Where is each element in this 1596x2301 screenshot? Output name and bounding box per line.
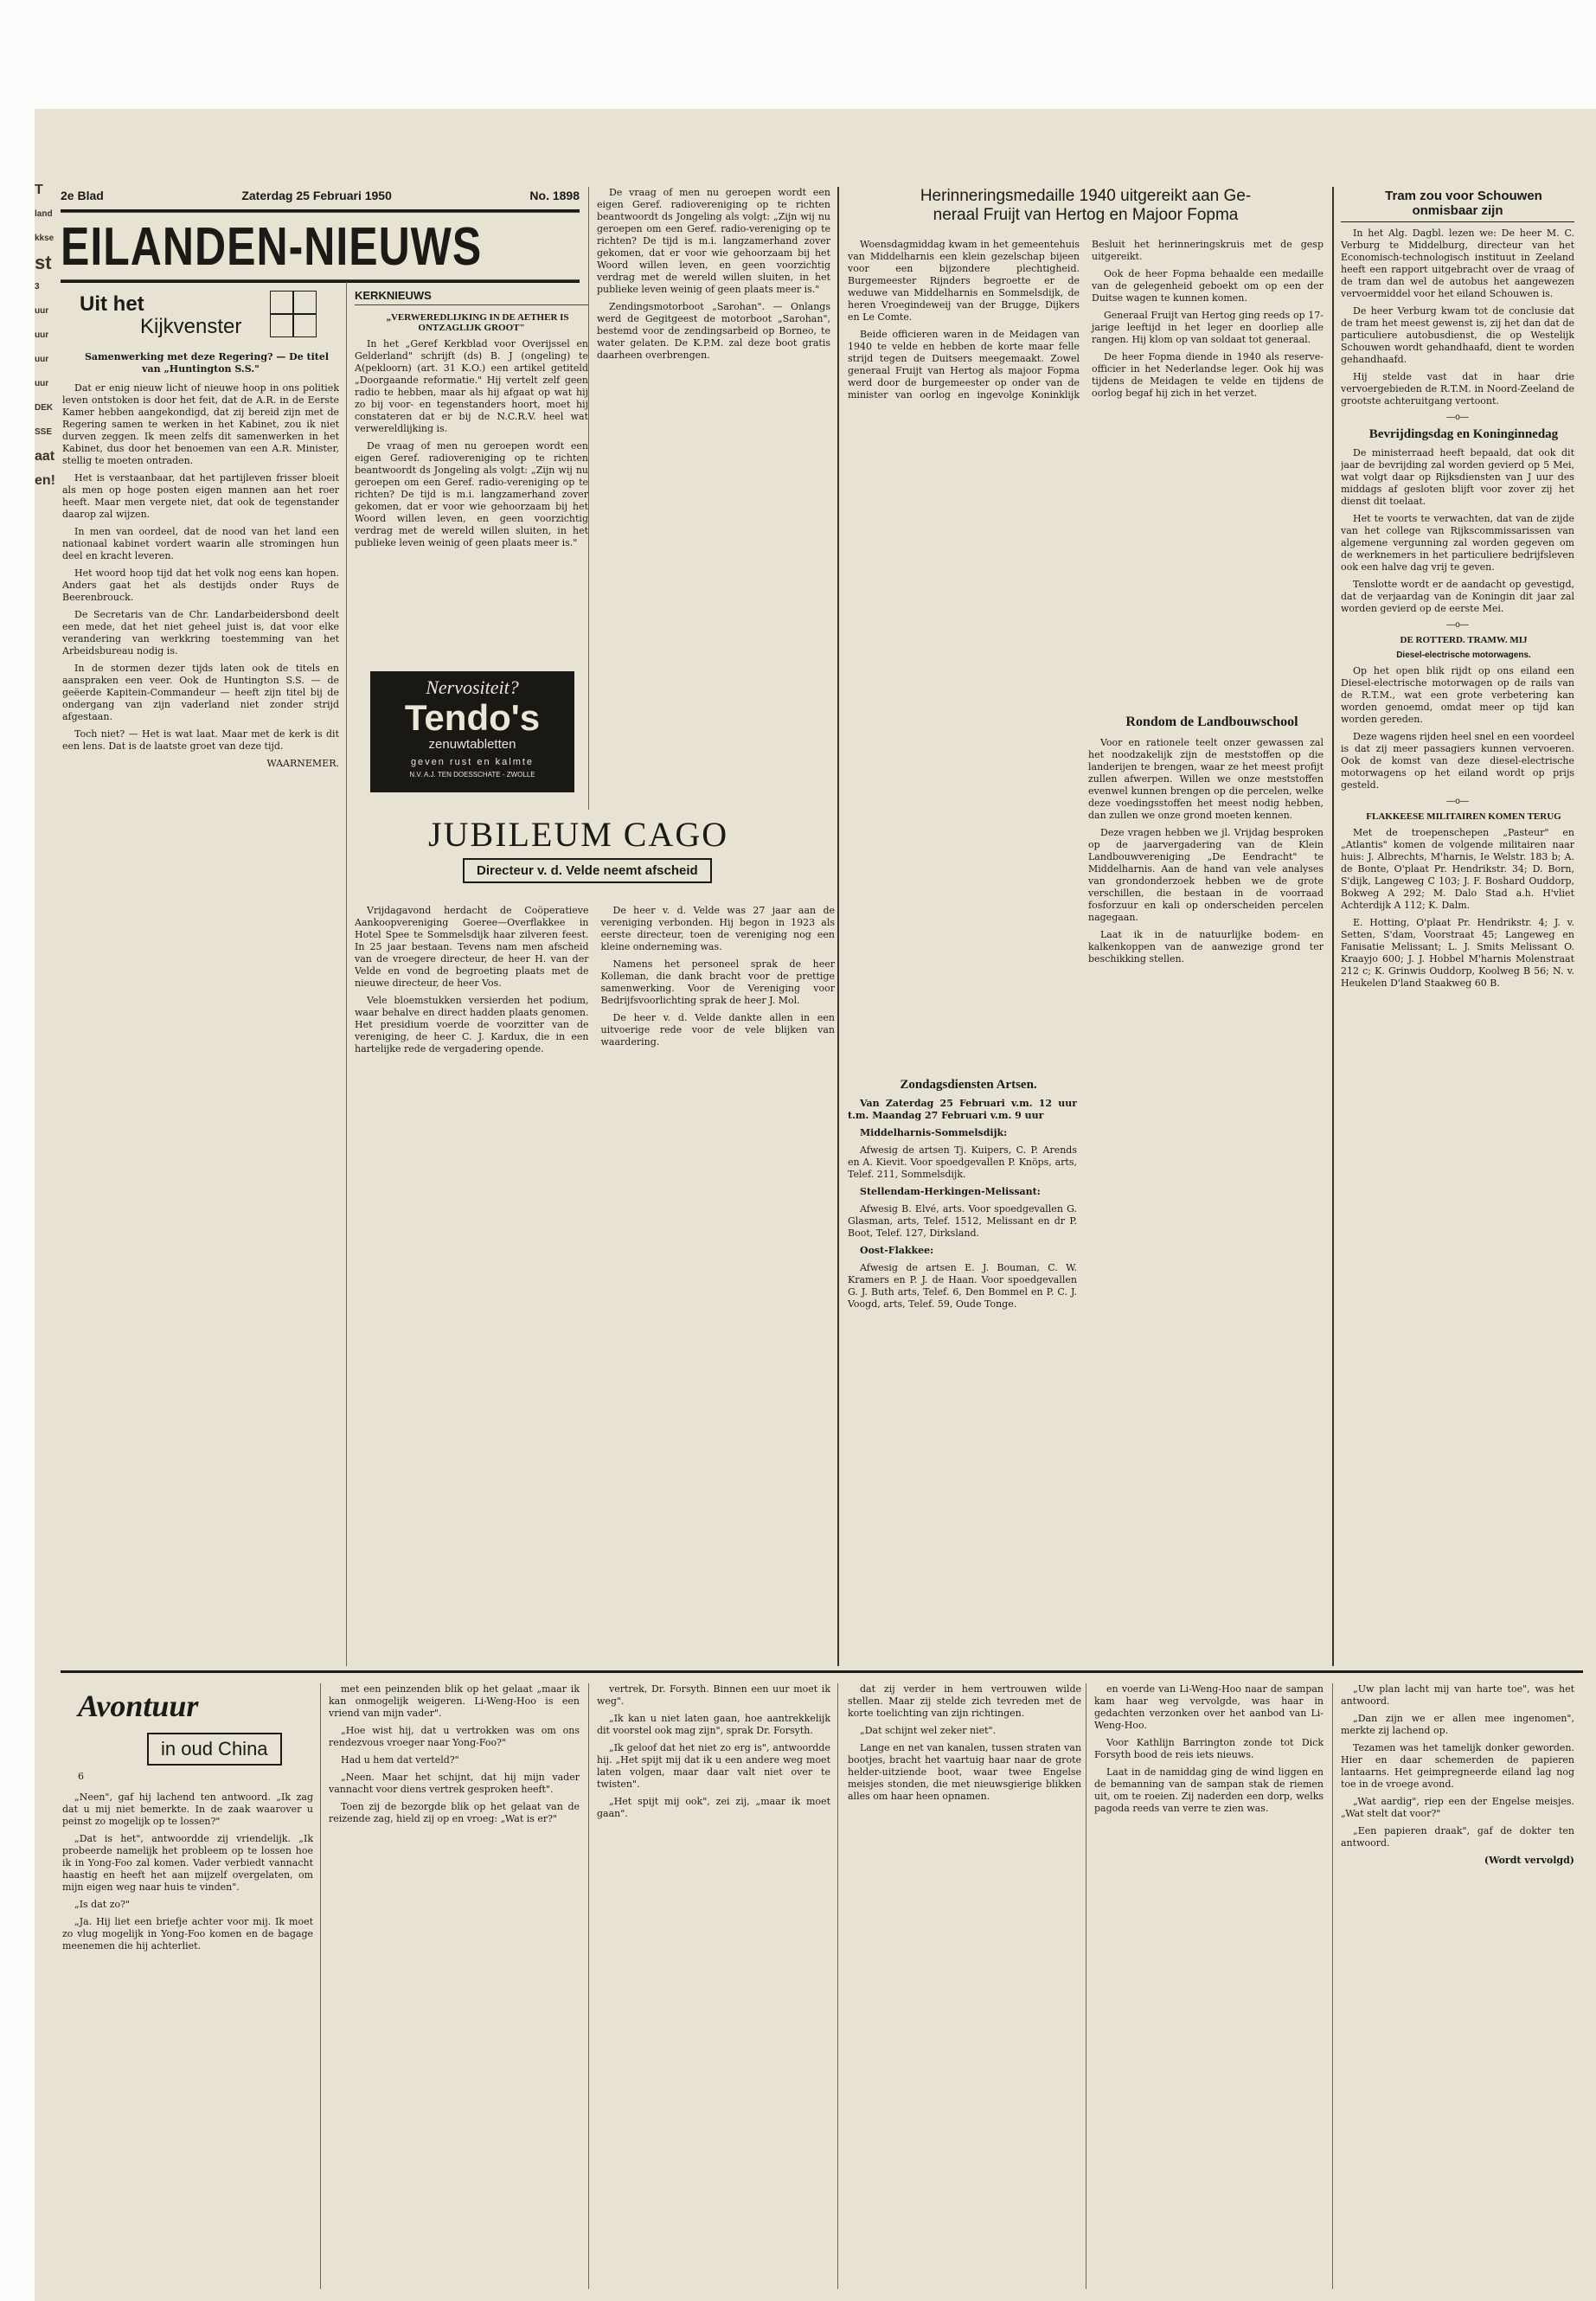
right-column [1341,189,1574,1663]
flakkeese-title: FLAKKEESE MILITAIREN KOMEN TERUG [1366,811,1561,822]
paragraph: Hij stelde vast dat in haar drie vervoergebieden de R.T.M. in Noord-Zeeland de grootste achteruitgang vertoont. [1341,371,1574,407]
paragraph: „Is dat zo?" [74,1899,131,1910]
paragraph: De vraag of men nu geroepen wordt een eigen Geref. radiovereniging op te richten beantwoordt ds Jongeling als volgt: „Zijn wij nu geroepen om een Geref. radio-vereniging op te richten? De tijd is m.i. langzamerhand zover gekomen, dat er voor wie gehoorzaam bij het Woord willen leven, en geen voorzichtig verdrag met de wereld willen sluiten, in het publieke leven weinig of geen plaats meer is." [355,440,588,548]
rotterd-subtitle: Diesel-electrische motorwagens. [1396,651,1531,660]
margin-fragment: aat [35,449,55,464]
rondom-title: Rondom de Landbouwschool [1125,715,1298,729]
paragraph: Vele bloemstukken versierden het podium, waar behalve en direct hadden plaats genomen. Het presidium voerde de voorzitter van de vereniging, de heer C. J. Kardux, die in een hartelijke rede de vergadering opende. [355,995,589,1054]
paragraph: Het is verstaanbaar, dat het partijleven frisser bloeit als men op hoge posten eigen mannen aan het roer heeft. Maar men vergete niet, dat ook de tegenstander daarop zal wijzen. [62,472,339,520]
region-label: Stellendam-Herkingen-Melissant: [860,1186,1041,1197]
paragraph: „Ja. Hij liet een briefje achter voor mij. Ik moet zo vlug mogelijk in Yong-Foo komen en de bagage meenemen die hij achterliet. [62,1916,313,1952]
serial-footer: (Wordt vervolgd) [1484,1855,1574,1866]
paragraph: In het Alg. Dagbl. lezen we: De heer M. C. Verburg te Middelburg, directeur van het Economisch-technologisch instituut in Zeeland heeft een rapport uitgebracht over de vraag of de tram dan wel de autobus het aangewezen vervoermiddel voor het eiland Schouwen is. [1341,228,1574,299]
margin-fragment: DEK [35,403,54,413]
paragraph: De heer Verburg kwam tot de conclusie dat de tram het meest gewenst is, zij het dan dat de particuliere autobusdienst, die op Westelijk Schouwen wordt gehandhaafd, dient te worden gehandhaafd. [1341,305,1574,365]
kijkvenster-body [62,382,339,770]
kijkvenster-column [62,289,339,1660]
issue-number: No. 1898 [529,189,580,202]
ad-company: N.V. A.J. TEN DOESSCHATE - ZWOLLE [409,771,535,779]
column-separator [346,282,347,1666]
avontuur-col-1 [62,1791,313,2285]
margin-fragment: 3 uur [35,282,49,316]
paragraph: „Wat aardig", riep een der Engelse meisjes. „Wat stelt dat voor?" [1341,1796,1574,1819]
kerknieuws-continued-column [597,187,830,810]
jubileum-body [355,905,835,1662]
paragraph: „Neen. Maar het schijnt, dat hij mijn vader vannacht voor diens vertrek gesproken heeft". [329,1772,580,1795]
region-text: Afwesig de artsen E. J. Bouman, C. W. Kramers en P. J. de Haan. Voor spoedgevallen G. J. Buth arts, Telef. 6, Den Bommel en P. C. J. Voogd, arts, Telef. 59, Oude Tonge. [848,1262,1077,1310]
margin-fragment: kkse [35,234,54,243]
paragraph: De heer Fopma diende in 1940 als reserve-officier in het Nederlandse leger. Ook hij was tijdens de Meidagen te velde en tijdens de oorlog begaf hij zich in het verzet. [1092,351,1324,399]
avontuur-col-4 [848,1683,1081,2289]
avontuur-subtitle: in oud China [147,1733,282,1766]
zondagsdiensten-period: Van Zaterdag 25 Februari v.m. 12 uur t.m. Maandag 27 Februari v.m. 9 uur [848,1098,1077,1121]
paragraph: Deze vragen hebben we jl. Vrijdag besproken op de jaarvergadering van de Klein Landbouwvereniging „De Eendracht" te Middelharnis. Aan de hand van vele analyses van grondonderzoek hebben we de grote verschillen, die bestaan in de voorraad fosforzuur en kali op onderscheiden percelen nagegaan. [1088,827,1324,923]
paragraph: Beide officieren waren in de Meidagen van 1940 te velde en hebben de korte maar felle strijd tegen de Duitsers meegemaakt. Zowel generaal Fruijt van Hertog als majoor Fopma werd door de burgemeester op onder van de minister van oorlog en ingevolge Koninklijk Besluit het herinneringskruis met de gesp uitgereikt. [848,239,1324,401]
paragraph: Vrijdagavond herdacht de Coöperatieve Aankoopvereniging Goeree—Overflakkee in Hotel Spee te Sommelsdijk haar zilveren feest. In 25 jaar bestaan. Tevens nam men afscheid van de vroegere directeur, de heer H. van der Velde en vond de begroeting plaats met de nieuwe directeur, de heer Vos. [355,905,589,989]
newspaper-scan [35,109,1596,2301]
paragraph: vertrek, Dr. Forsyth. Binnen een uur moet ik weg". [597,1683,830,1707]
paragraph: met een peinzenden blik op het gelaat „maar ik kan onmogelijk weigeren. Li-Weng-Hoo is een vriend van mijn vader". [329,1683,580,1719]
herinnering-title-line2: neraal Fruijt van Hertog en Majoor Fopma [933,206,1239,224]
paragraph: De vraag of men nu geroepen wordt een eigen Geref. radiovereniging op te richten beantwoordt ds Jongeling als volgt: „Zijn wij nu geroepen om een Geref. radio-vereniging op te richten? De tijd is m.i. langzamerhand zover gekomen, dat er voor wie gehoorzaam bij het Woord willen leven, en geen voorzichtig verdrag met de wereld willen sluiten, in het publieke leven weinig of geen plaats meer is." [597,187,830,295]
region-label: Oost-Flakkee: [860,1245,934,1256]
kerknieuws-body [355,338,588,549]
paragraph: „Het spijt mij ook", zei zij, „maar ik moet gaan". [597,1796,830,1819]
paragraph: „Hoe wist hij, dat u vertrokken was om ons rendezvous vroeger naar Yong-Foo?" [329,1725,580,1748]
paragraph: Tezamen was het tamelijk donker geworden. Hier en daar schemerden de papieren lantaarns. Het geimpregneerde eiland lag nog toe in de vroege avond. [1341,1742,1574,1790]
margin-fragment: land [35,209,53,219]
paragraph: Had u hem dat verteld?" [341,1754,459,1766]
ad-question: Nervositeit? [426,676,519,698]
newspaper-title: EILANDEN-NIEUWS [61,209,580,283]
zondagsdiensten [848,1078,1077,1355]
issue-date: Zaterdag 25 Februari 1950 [241,189,392,202]
margin-fragment: uur [35,355,49,364]
margin-fragment: en! [35,473,55,488]
tram-title: Tram zou voor Schouwen onmisbaar zijn [1341,189,1574,222]
paragraph: „Neen", gaf hij lachend ten antwoord. „Ik zag dat u mij niet bemerkte. In de zaak waarover u peinst zo mogelijk op te lossen?" [62,1791,313,1827]
avontuur-col-5 [1094,1683,1324,2289]
paragraph: Generaal Fruijt van Hertog ging reeds op 17-jarige leeftijd in het leger en doorliep alle rangen. Hij klom op van soldaat tot generaal. [1092,310,1324,345]
herinnering-title-line1: Herinneringsmedaille 1940 uitgereikt aan Ge- [920,187,1252,205]
divider: —o— [1446,413,1469,422]
avontuur-col-2 [329,1683,580,2289]
chapter-number: 6 [78,1771,84,1782]
paragraph: „Dat is het", antwoordde zij vriendelijk. „Ik probeerde namelijk het probleem op te lossen hoe ik in Yong-Foo zal komen. Vader verbiedt vannacht haastig en heeft het aan mijzelf overgelaten, om mijn eigen weg naar huis te vinden". [62,1833,313,1893]
ad-brand: Tendo's [404,697,541,738]
paragraph: In het „Geref Kerkblad voor Overijssel en Gelderland" schrijft (ds) B. J (ongeling) te A(pekloorn) (art. 31 K.O.) een artikel getiteld „Doorgaande reformatie." Hij vertelt zelf geen radio te hebben, maar als hij afgaat op wat hij zo bij voor- en tegenstanders hoort, moet hij constateren dat er bij de N.C.R.V. heel wat verwereldlijking is. [355,338,588,434]
paragraph: en voerde van Li-Weng-Hoo naar de sampan kam haar weg vervolgde, was haar in gedachten verzonken over het aanbod van Li-Weng-Hoo. [1094,1683,1324,1731]
margin-fragment: uur [35,379,49,388]
zondagsdiensten-title: Zondagsdiensten Artsen. [900,1078,1037,1092]
kijkvenster-title-b: Kijkvenster [140,315,242,338]
jubileum-title: JUBILEUM CAGO [428,815,729,854]
avontuur-col-3 [597,1683,830,2289]
divider: —o— [1446,797,1469,806]
column-separator [588,187,589,810]
rotterd-title: DE ROTTERD. TRAMW. MIJ [1400,635,1528,645]
ad-slogan: geven rust en kalmte [410,757,535,767]
column-separator [837,187,839,1666]
paragraph: Voor en rationele teelt onzer gewassen zal het noodzakelijk zijn de meststoffen op die landerijen te brengen, waar ze het meest profijt zullen afwerpen. Willen we onze meststoffen evenwel kunnen brengen op die percelen, welke deze voedingsstoffen het meest nodig hebben, dan zullen we onze grond moeten kennen. [1088,737,1324,821]
section-label: 2e Blad [61,189,104,202]
paragraph: Laat ik in de natuurlijke bodem- en kalkenkoppen van de aanwezige grond ter beschikking stellen. [1088,929,1324,965]
paragraph: Met de troepenschepen „Pasteur" en „Atlantis" komen de volgende militairen naar huis: J. Albrechts, M'harnis, Ie Welstr. 183 b; A. de Bonte, O'plaat Pr. Hendrikstr. 34; D. Born, S'dijk, Langeweg C 103; J. F. Boshard Ouddorp, Bokweg A 292; M. Dalo Stad a.h. H'vliet Achterdijk A 112; K. Dalm. [1341,827,1574,911]
paragraph: De heer v. d. Velde was 27 jaar aan de vereniging verbonden. Hij begon in 1923 als eerste directeur, toen de vereniging nog een kleine onderneming was. [600,905,835,952]
divider: —o— [1446,620,1469,630]
divider [355,304,588,305]
region-label: Middelharnis-Sommelsdijk: [860,1127,1008,1138]
kijkvenster-subhead: Samenwerking met deze Regering? — De titel van „Huntington S.S." [84,351,330,375]
paragraph: Namens het personeel sprak de heer Kolleman, die dank bracht voor de prettige samenwerking. Voor de Vereniging voor Bedrijfsvoorlichting sprak de heer J. Mol. [600,958,835,1006]
paragraph: Lange en net van kanalen, tussen straten van bootjes, bracht het vaartuig haar naar de grote helder-uitziende boot, waar twee Engelse meisjes stonden, die met nieuwsgierige blikken alles om haar heen opnamen. [848,1742,1081,1802]
avontuur-title: Avontuur [78,1689,199,1723]
paragraph: Het woord hoop tijd dat het volk nog eens kan hopen. Anders gaat het als destijds onder Ruys de Beerenbrouck. [62,567,339,603]
kerknieuws-heading: „VERWEREDLIJKING IN DE AETHER IS ONTZAGLIJK GROOT" [386,312,569,333]
paragraph: „Ik kan u niet laten gaan, hoe aantrekkelijk dit voorstel ook mag zijn", sprak Dr. Forsyth. [597,1713,830,1736]
ad-product: zenuwtabletten [428,737,516,752]
paragraph: Voor Kathlijn Barrington zonde tot Dick Forsyth bood de reis iets nieuws. [1094,1737,1324,1760]
paragraph: Zendingsmotorboot „Sarohan". — Onlangs werd de Gegitgeest de motorboot „Sarohan", bestemd voor de zendingsarbeid op Borneo, te water gelaten. De K.P.M. zal deze boot gratis daarheen overbrengen. [597,301,830,361]
paragraph: Tenslotte wordt er de aandacht op gevestigd, dat de verjaardag van de Koningin dit jaar zal worden gevierd op de eerste Mei. [1341,579,1574,614]
margin-fragment: T [35,183,43,197]
masthead [61,189,580,277]
paragraph: „Ik geloof dat het niet zo erg is", antwoordde hij. „Het spijt mij dat ik u een andere weg moet laten volgen, maar daar valt niet over te twisten". [597,1742,830,1790]
paragraph: „Dan zijn we er allen mee ingenomen", merkte zij lachend op. [1341,1713,1574,1736]
paragraph: „Uw plan lacht mij van harte toe", was het antwoord. [1341,1683,1574,1707]
herinnering-body [848,239,1324,706]
avontuur-heading [78,1688,372,1783]
jubileum-subtitle: Directeur v. d. Velde neemt afscheid [463,858,712,883]
paragraph: Ook de heer Fopma behaalde een medaille van de gelegenheid geboekt om op een der Duitse wagen te kunnen komen. [1092,268,1324,304]
paragraph: Toen zij de bezorgde blik op het gelaat van de reizende zag, hield zij op en vroeg: „Wat is er?" [329,1801,580,1824]
paragraph: „Een papieren draak", gaf de dokter ten antwoord. [1341,1825,1574,1849]
kerknieuws-label: KERKNIEUWS [355,289,432,302]
bevrijdingsdag-title: Bevrijdingsdag en Koninginnedag [1368,427,1559,441]
paragraph: Woensdagmiddag kwam in het gemeentehuis van Middelharnis een klein gezelschap bijeen voor een bijzondere plechtigheid. Burgemeester Rijnders begroette er de weduwe van Middelharnis en Sommelsdijk, de heren Vroegindeweij van der Brugge, Dijkers en Le Comte. [848,239,1080,323]
kerknieuws-continued-body [597,187,830,362]
rondom-landbouwschool [1088,715,1324,1662]
column-separator [320,1683,321,2289]
margin-fragment: uur [35,330,49,340]
tendo-advertisement [370,671,574,792]
kijkvenster-title-a: Uit het [80,292,144,316]
paragraph: „Dat schijnt wel zeker niet". [860,1725,997,1736]
margin-fragment: st [35,252,52,273]
signature: WAARNEMER. [266,758,339,769]
paragraph: Laat in de namiddag ging de wind liggen en de bemanning van de sampan stak de riemen uit, om te roeien. Zij naderden een dorp, welks pagoda reeds van verre te zien was. [1094,1766,1324,1814]
paragraph: Deze wagens rijden heel snel en een voordeel is dat zij meer passagiers kunnen vervoeren. Ook de komst van deze diesel-electrische motorwagens op het eiland wordt op prijs gesteld. [1341,731,1574,791]
section-divider [61,1670,1583,1673]
jubileum-heading [428,814,835,892]
kerknieuws-column [355,289,588,661]
paragraph: In men van oordeel, dat de nood van het land een nationaal kabinet vordert waarin alle stromingen hun deel en kracht leveren. [62,526,339,561]
paragraph: dat zij verder in hem vertrouwen wilde stellen. Maar zij stelde zich tevreden met de korte toelichting van zijn richtingen. [848,1683,1081,1719]
column-separator [837,1683,838,2289]
column-separator [1332,187,1334,1666]
paragraph: Het te voorts te verwachten, dat van de zijde van het college van Rijkscommissarissen van algemene vergunning zal worden gegeven om de werknemers in het particuliere bedrijfsleven ook een halve dag vrij te geven. [1341,513,1574,573]
margin-fragment: SSE [35,427,53,437]
column-separator [1332,1683,1333,2289]
region-text: Afwesig B. Elvé, arts. Voor spoedgevallen G. Glasman, arts, Telef. 1512, Melissant en dr P. Boot, Telef. 127, Dirksland. [848,1203,1077,1239]
window-icon [270,291,317,337]
herinnering-heading [843,187,1328,225]
paragraph: In de stormen dezer tijds laten ook de titels en aanspraken een veer. Ook de Huntington S.S. — de geëerde Kapitein-Commandeur — heeft zijn titel bij de ondergang van zijn vaderland niet zonder strijd afgestaan. [62,663,339,722]
previous-page-margin [35,178,55,493]
kijkvenster-heading [62,289,339,344]
column-separator [588,1683,589,2289]
paragraph: Toch niet? — Het is wat laat. Maar met de kerk is dit een lens. Dat is de laatste groet van deze tijd. [62,728,339,752]
paragraph: Dat er enig nieuw licht of nieuwe hoop in ons politiek leven ontstoken is door het feit, dat de A.R. in de Eerste Kamer hebben aangekondigd, dat zij bereid zijn met de Regering samen te werken in het Kabinet, zou ik niet durven zeggen. Ik meen zelfs dit samenwerken in het Kabinet, dus door het benoemen van een A.R. Minister, stellig te moeten ontraden. [62,382,339,466]
paragraph: E. Hotting, O'plaat Pr. Hendrikstr. 4; J. v. Setten, S'dam, Voorstraat 45; Langeweg en Fanisatie Melissant; L. J. Smits Melissant O. Kraayjo 600; J. J. Hobbel M'harnis Molenstraat 212 c; K. Grinwis Ouddorp, Koolweg B 56; N. v. Heukelen D'land Staakweg 60 B. [1341,917,1574,989]
avontuur-col-6 [1341,1683,1574,2289]
paragraph: De ministerraad heeft bepaald, dat ook dit jaar de bevrijding zal worden gevierd op 5 Mei, wat volgt daar op Rijksdiensten van J uur des middags af gesloten blijft voor zover zij het dienst dit toelaat. [1341,447,1574,507]
region-text: Afwesig de artsen Tj. Kuipers, C. P. Arends en A. Kievit. Voor spoedgevallen P. Knöps, arts, Telef. 211, Sommelsdijk. [848,1144,1077,1180]
paragraph: Op het open blik rijdt op ons eiland een Diesel-electrische motorwagen op de rails van de R.T.M., wat een grote verbetering kan worden genoemd, omdat meer op tijd kan worden gereden. [1341,665,1574,725]
paragraph: De Secretaris van de Chr. Landarbeidersbond deelt een mede, dat het niet geheel juist is, dat voor elke verandering van werkkring toestemming van het Arbeidsbureau nodig is. [62,609,339,657]
paragraph: De heer v. d. Velde dankte allen in een uitvoerige rede voor de vele blijken van waardering. [600,1012,835,1048]
